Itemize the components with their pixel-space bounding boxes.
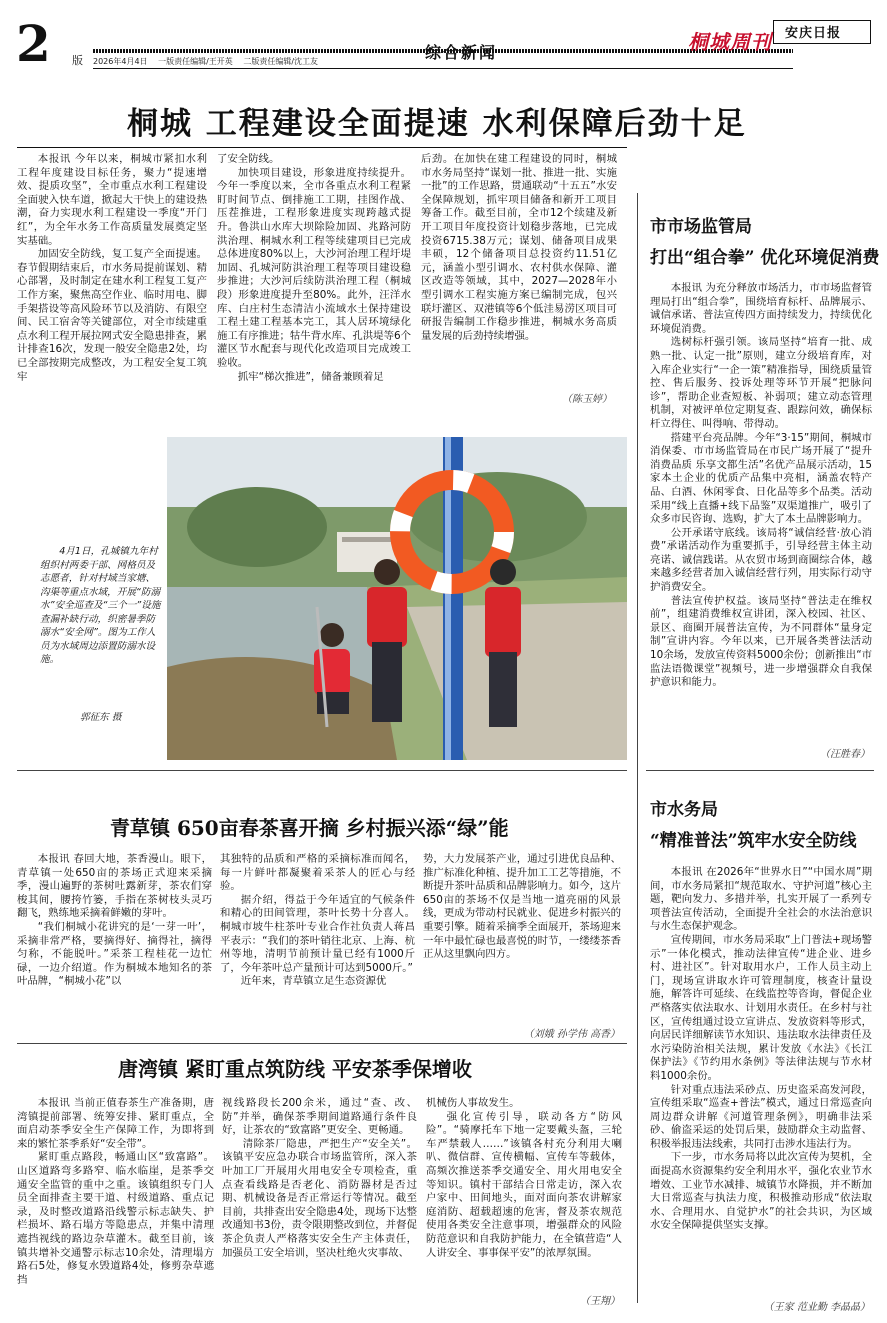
main-article-para: 加快项目建设，形象进度持续提升。今年一季度以来，全市各重点水利工程紧盯时间节点、倒排施工工期，挂图作战、压茬推进，工程形象进度实现跨越式提升。鲁洪山水库大坝除险加固、兆路河防洪治理、桐城水利工程等续建项目已完成总体进度80%以上，大沙河治理工程圩堤加固、孔城河防洪治理工程等项目建设稳步推进；大沙河后续防洪治理工程（桐城段）形象进度提升至80%。此外，汪洋水库、白庄村生态清洁小流域水土保持建设工程土建工程基本完工，其人居环境绿化施工有序推进；牯牛背水库、孔洪堤等6个灌区节水配套与现代化改造项目完成竣工验收。 bbox=[217, 166, 411, 369]
tang-article-byline: （王翔） bbox=[580, 1296, 620, 1307]
tea-article-byline: （刘娥 孙学伟 高香） bbox=[523, 1029, 620, 1040]
photo-illustration bbox=[167, 437, 627, 760]
main-article-para: 了安全防线。 bbox=[217, 153, 280, 165]
sidebar-water-para: 下一步，市水务局将以此次宣传为契机，全面提高水资源集约安全利用水平，强化农业节水增效、工业节水减排、城镇节水降损，并不断加大日常巡查与执法力度，积极推动形成“依法取水、合理用水、自觉护水”的社会共识，为区域水安全保障提供坚实支撑。 bbox=[650, 1151, 872, 1232]
sidebar-market-body bbox=[650, 282, 872, 744]
sidebar-water-para: 宣传期间，市水务局采取“上门普法+现场警示”一体化模式，推动法律宣传“进企业、进乡村、进社区”。针对取用水户，工作人员主动上门，现场宣讲取水许可管理制度，核查计量设施，解答许可延续、在线监控等咨询，督促企业严格落实依法取水、计划用水责任。在乡村与社区，宣传组通过设立宣讲点、发放资料等形式，向居民详细解读节水知识、违法取水法律责任及水污染防治相关法规，累计发放《水法》《长江保护法》《节约用水条例》等法律法规与节水材料1000余份。 bbox=[650, 933, 872, 1082]
tang-article-para: 紧盯重点路段，畅通山区“致富路”。山区道路弯多路窄、临水临崖，是茶季交通安全监管的重中之重。该镇组织专门人员全面排查主要干道、村级道路、重点记录，及时整改道路沿线警示标志缺失、护栏损坏、路石塌方等隐患点，并集中清理遮挡视线的路边杂草灌木。截至目前，该镇共增补交通警示标志10余处，清理塌方路石5处，修复水毁道路4处，修剪杂草遮挡 bbox=[17, 1151, 214, 1286]
sidebar-water-para: 针对重点违法采砂点、历史盗采高发河段，宣传组采取“巡查+普法”模式，通过日常巡查向周边群众讲解《河道管理条例》，明确非法采砂、偷盗采运的处罚后果，鼓励群众主动监督、积极举报违法线索，共同打击涉水违法行为。 bbox=[650, 1083, 872, 1150]
section-title: 综合新闻 bbox=[425, 43, 498, 62]
tang-headline: 唐湾镇 紧盯重点筑防线 平安茶季保增收 bbox=[118, 1057, 472, 1081]
main-article-col-3 bbox=[421, 153, 617, 387]
sidebar-water-title-1: 市水务局 bbox=[650, 800, 718, 820]
header-editor-2: 二版责任编辑/沈工友 bbox=[243, 57, 319, 66]
photo-caption: 4月1日，孔城镇九年村组织村两委干部、网格员及志愿者，针对村域当家塘、沟渠等重点水域，开展“防溺水”安全巡查及“三个一”设施查漏补缺行动，织密暑季防溺水“安全网”。图为工作人员为水域周边添置防溺水设施。 bbox=[40, 546, 161, 665]
page-number: 2 bbox=[16, 14, 51, 73]
tea-article-para: 近年来，青草镇立足生态资源优 bbox=[240, 975, 387, 988]
main-article-para: 加固安全防线，复工复产全面提速。春节假期结束后，市水务局提前谋划、精心部署，及时制定在建水利工程复工复产工作方案，聚焦高空作业、临时用电、脚手架搭设等高风险环节以及消防、有限空间、民工宿舍等关键部位，对全市续建重点水利工程开展拉网式安全隐患排查，累计排查16次，发现一般安全隐患2处，均已全部按期完成整改，为工程安全复工筑牢 bbox=[17, 248, 207, 383]
main-headline: 桐城 工程建设全面提速 水利保障后劲十足 bbox=[127, 106, 747, 142]
sidebar-water-byline: （王家 范业勤 李晶晶） bbox=[763, 1302, 870, 1313]
sidebar-market-para: 公开承诺守底线。该局将“诚信经营·放心消费”承诺活动作为重要抓手，引导经营主体主动亮诺、诚信践诺。从农贸市场到商圈综合体，越来越多经营者加入诚信经营行列，用实际行动守护消费安全。 bbox=[650, 526, 872, 594]
tea-article-col-1 bbox=[17, 853, 212, 1013]
photo-credit: 郭征东 摄 bbox=[80, 712, 122, 723]
tang-article-para: 强化宣传引导，联动各方“防风险”。“骑摩托车下地一定要戴头盔，三轮车严禁载人……”该镇各村充分利用大喇叭、微信群、宣传横幅、宣传车等载体，高频次推送茶季交通安全、用火用电安全等知识。镇村干部结合日常走访，深入农户家中、田间地头，面对面向茶农讲解家庭消防、超载超速的危害，督及茶农规范使用各类安全注意事项，增强群众的风险防范意识和自我防护能力，在全镇营造“人人讲安全、事事保平安”的浓厚氛围。 bbox=[426, 1110, 622, 1259]
weekly-brand-logo: 桐城周刊 bbox=[688, 30, 772, 54]
sidebar-market-para: 选树标杆强引领。该局坚持“培育一批、成熟一批、认定一批”原则，建立分级培育库，对入库企业实行“一企一策”精准指导，围绕质量管控、售后服务、投诉处理等环节开展“把脉问诊”，帮助企业查短板、补弱项；建立动态管理机制，对被评单位定期复查、跟踪问效，确保标杆立得住、叫得响、带得动。 bbox=[650, 336, 872, 430]
tea-article-col-2 bbox=[220, 853, 415, 1013]
main-article-para: 后劲。在加快在建工程建设的同时，桐城市水务局坚持“谋划一批、推进一批、实施一批”的工作思路，贯通联动“十五五”水安全保障规划，抓牢项目储备和新开工项目筹备工作。截至目前，全市12个续建及新开工项目年度投资计划稳步落地，已完成投资6715.38万元；谋划、储备项目成果丰硕，12个储备项目总投资约11.51亿元，涵盖小型引调水、农村供水保障、灌区改造等领域，其中，2027—2028年小型引调水工程实施方案已编制完成，包兴联圩灌区、双港镇等6个低洼易涝区项目可研报告编制工作稳步推进，桐城水务高质量发展的后劲持续增强。 bbox=[421, 153, 617, 342]
main-article-byline: （陈玉婷） bbox=[562, 394, 612, 405]
news-photo bbox=[167, 437, 627, 760]
tang-article-col-2 bbox=[222, 1097, 417, 1307]
sidebar-market-title-1: 市市场监管局 bbox=[650, 217, 752, 237]
tea-article-para: 势，大力发展茶产业，通过引进优良品种、推广标准化种植、提升加工工艺等措施，不断提升茶叶品质和品牌影响力。如今，这片650亩的茶场不仅是当地一道亮丽的风景线，更成为带动村民就业、促进乡村振兴的重要引擎。随着采摘季全面展开，茶场迎来一年中最忙碌也最喜悦的时节，一缕缕茶香正从这里飘向四方。 bbox=[423, 853, 621, 961]
header-editor-1: 一版责任编辑/王开英 bbox=[158, 57, 233, 66]
main-article-col-2 bbox=[217, 153, 411, 436]
page-suffix: 版 bbox=[72, 54, 83, 67]
sidebar-water-body bbox=[650, 866, 872, 1294]
sidebar-water-para: 本报讯 在2026年“世界水日”“中国水周”期间，市水务局紧扣“规范取水、守护河道”核心主题，靶向发力、多措并举，扎实开展了一系列专项普法宣传活动，全面提升全社会的水法治意识与水生态保护观念。 bbox=[650, 866, 872, 933]
tang-article-col-1 bbox=[17, 1097, 214, 1307]
tea-article-para: 据介绍，得益于今年适宜的气候条件和精心的田间管理，茶叶长势十分喜人。桐城市坡牛柱茶叶专业合作社负责人蒋昌平表示：“我们的茶叶销往北京、上海、杭州等地，清明节前预计量已经有1000斤了，今年茶叶总产量预计可达到5000斤。” bbox=[220, 893, 415, 974]
sidebar-market-para: 搭建平台亮品牌。今年“3·15”期间，桐城市消保委、市市场监管局在市民广场开展了“提升消费品质 乐享文都生活”名优产品展示活动，15家本土企业的优质产品集中亮相，涵盖农特产品、白酒、休闲零食、日化品等多个品类。活动采用“线上直播+线下品鉴”双渠道推广，吸引了众多市民咨询、选购，扩大了本土品牌影响力。 bbox=[650, 431, 872, 526]
sidebar-divider bbox=[637, 193, 638, 1303]
sidebar-market-title-2: 打出“组合拳” 优化环境促消费 bbox=[650, 248, 880, 268]
header-rule-bottom bbox=[93, 68, 793, 69]
tang-article-col-3 bbox=[426, 1097, 622, 1292]
paper-name: 安庆日报 bbox=[785, 26, 842, 41]
section-rule-tang bbox=[17, 1043, 627, 1044]
tea-article-para: “我们桐城小花讲究的是‘一芽一叶’，采摘非常严格，要摘得好、摘得社，摘得匀称，不能脱叶。”采茶工程桂花一边忙碌，一边介绍道。作为桐城本地知名的茶叶品牌，“桐城小花”以 bbox=[17, 920, 212, 988]
sidebar-market-byline: （汪胜春） bbox=[820, 749, 870, 760]
tea-article-para: 本报讯 春回大地，茶香漫山。眼下，青草镇一处650亩的茶场正式迎来采摘季，漫山遍野的茶树吐露新芽，茶农们穿梭其间，腰挎竹篓，手指在茶树枝头灵巧翻飞，熟练地采摘着鲜嫩的芽叶。 bbox=[17, 853, 212, 920]
tea-headline: 青草镇 650亩春茶喜开摘 乡村振兴添“绿”能 bbox=[110, 816, 509, 840]
tang-article-para: 本报讯 当前正值春茶生产准备期，唐湾镇提前部署、统筹安排、紧盯重点，全面启动茶季安全生产保障工作，为即将到来的繁忙茶季系好“安全带”。 bbox=[17, 1097, 214, 1150]
tang-article-para: 清除茶厂隐患，严把生产“安全关”。该镇平安应急办联合市场监管所，深入茶叶加工厂开展用火用电安全专项检查，重点查看线路是否老化、消防器材是否过期、机械设备是否正常运行等情况。截至目前，共排查出安全隐患4处，现场下达整改通知书3份，责令限期整改到位，并督促茶企负责人严格落实安全生产主体责任，加强员工安全培训，坚决杜绝火灾事故、 bbox=[222, 1137, 417, 1259]
tea-article-col-3 bbox=[423, 853, 621, 978]
sidebar-market-para: 普法宣传护权益。该局坚持“普法走在维权前”，组建消费维权宣讲团，深入校园、社区、景区、商圈开展普法宣传，为不同群体“量身定制”宣讲内容。今年以来，已开展各类普法活动10余场，发放宣传资料5000余份；创新推出“市监法语微课堂”视频号，进一步增强群众自我保护意识和能力。 bbox=[650, 594, 872, 689]
header-info bbox=[93, 56, 326, 67]
header-date: 2026年4月4日 bbox=[93, 57, 148, 66]
tea-article-para: 其独特的品质和严格的采摘标准而闻名，每一片鲜叶都凝聚着采茶人的匠心与经验。 bbox=[220, 853, 415, 893]
tang-article-para: 机械伤人事故发生。 bbox=[426, 1097, 520, 1109]
section-rule-tea bbox=[17, 770, 627, 771]
main-headline-rule bbox=[17, 147, 627, 148]
main-article-col-1 bbox=[17, 153, 207, 436]
main-article-para: 本报讯 今年以来，桐城市紧扣水利工程年度建设目标任务，聚力“提速增效、提质攻坚”，全市重点水利工程建设全面驶入快车道，掀起大干快上的建设热潮，奋力实现水利工程建设一季度“开门红”，为全年水务工作高质量发展奠定坚实基础。 bbox=[17, 153, 207, 247]
section-rule-sidebar bbox=[646, 770, 874, 771]
main-article-para: 抓牢“梯次推进”，储备兼顾着足 bbox=[237, 370, 384, 383]
sidebar-market-para: 本报讯 为充分释放市场活力，市市场监督管理局打出“组合拳”，围绕培育标杆、品牌展示、诚信承诺、普法宣传四方面持续发力，持续优化环境促消费。 bbox=[650, 282, 872, 335]
sidebar-water-title-2: “精准普法”筑牢水安全防线 bbox=[650, 831, 857, 851]
tang-article-para: 视线路段长200余米，通过“查、改、防”并举，确保茶季期间道路通行条件良好，让茶农的“致富路”更安全、更畅通。 bbox=[222, 1097, 417, 1137]
